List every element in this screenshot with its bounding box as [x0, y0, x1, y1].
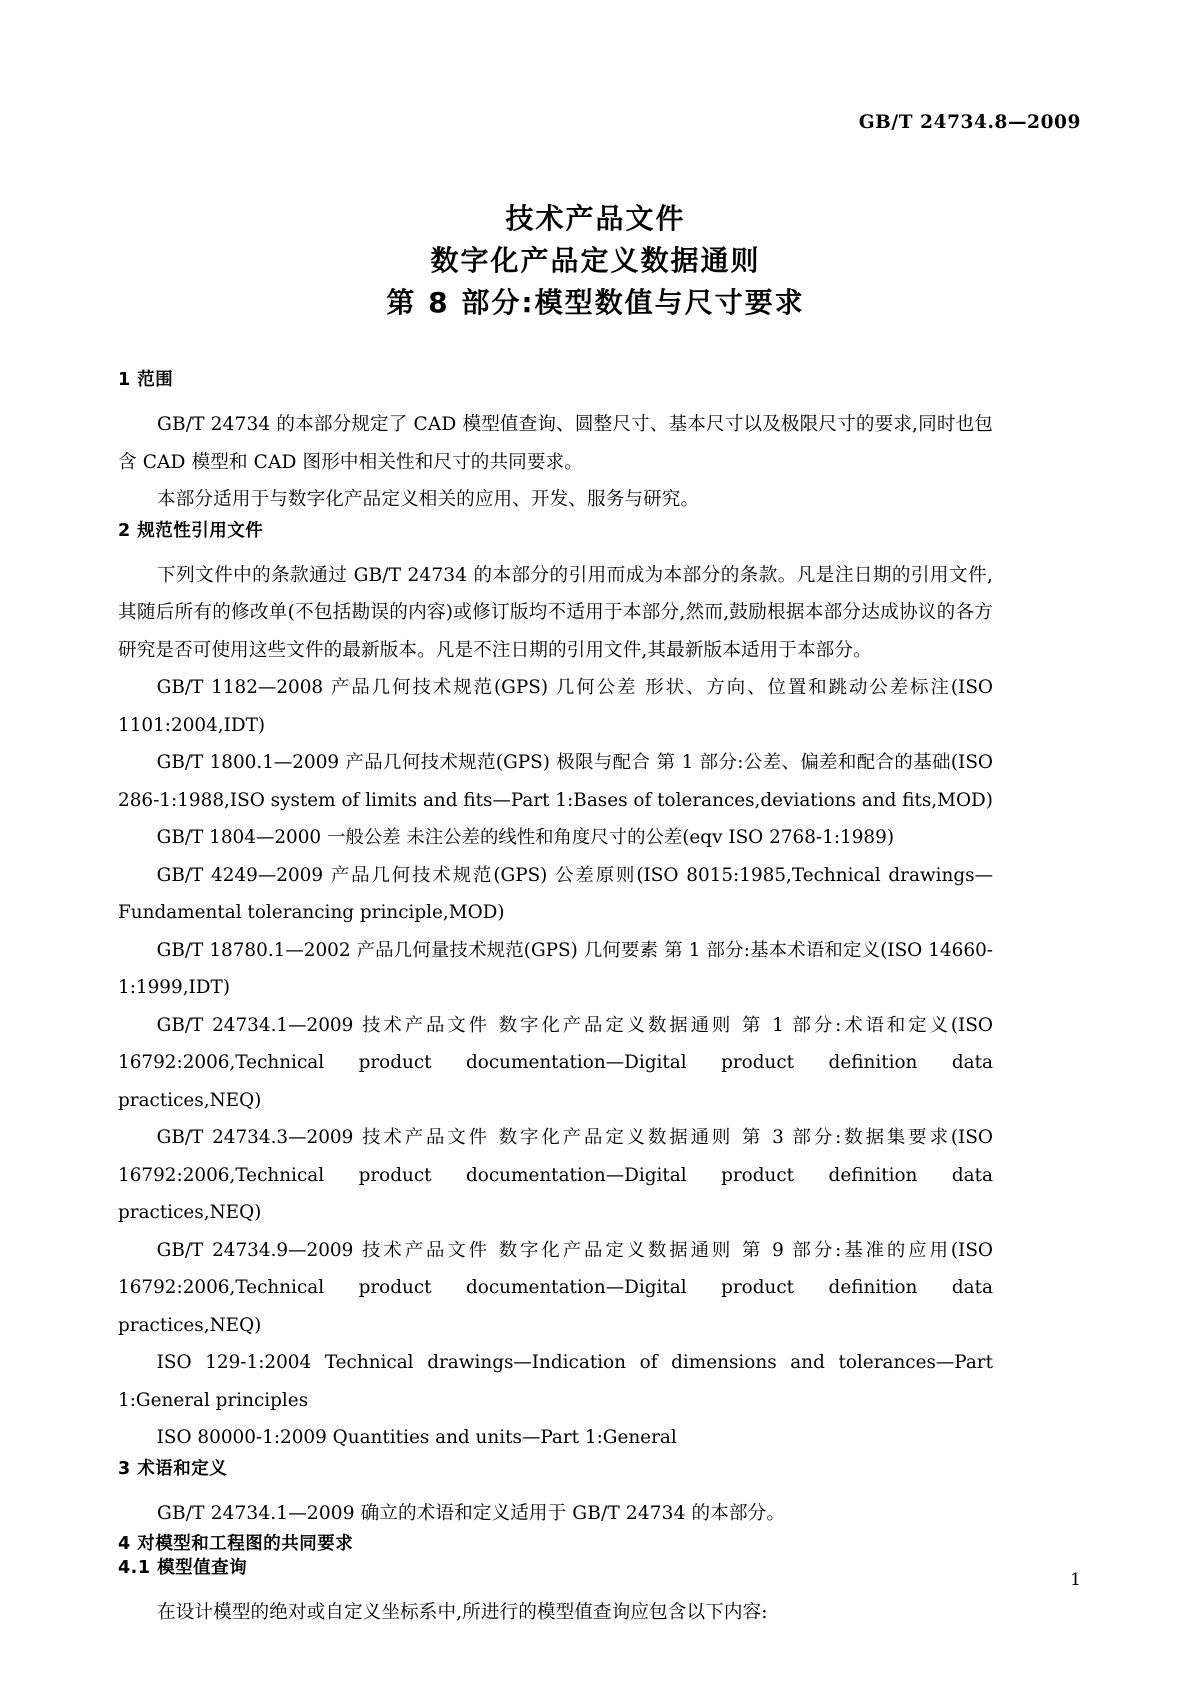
document-body [118, 368, 993, 1632]
title-line-3: 第 8 部分:模型数值与尺寸要求 [386, 286, 805, 319]
title-line-2: 数字化产品定义数据通则 [430, 244, 761, 277]
reference-entry: GB/T 24734.9—2009 技术产品文件 数字化产品定义数据通则 第 9 部分:基准的应用(ISO 16792:2006,Technical product documentation—Digital product definition data practices,NEQ) [118, 1239, 993, 1336]
reference-entry: GB/T 24734.1—2009 技术产品文件 数字化产品定义数据通则 第 1 部分:术语和定义(ISO 16792:2006,Technical product documentation—Digital product definition data practices,NEQ) [118, 1014, 993, 1111]
reference-entry: GB/T 18780.1—2002 产品几何量技术规范(GPS) 几何要素 第 1 部分:基本术语和定义(ISO 14660-1:1999,IDT) [118, 939, 993, 998]
reference-entry: GB/T 1804—2000 一般公差 未注公差的线性和角度尺寸的公差(eqv ISO 2768-1:1989) [156, 827, 894, 848]
section-heading-3: 3 术语和定义 [118, 1458, 228, 1479]
title-block [110, 198, 1081, 324]
section-heading-4: 4 对模型和工程图的共同要求 [118, 1534, 354, 1554]
reference-entry: GB/T 1800.1—2009 产品几何技术规范(GPS) 极限与配合 第 1 部分:公差、偏差和配合的基础(ISO 286-1:1988,ISO system of limits and fits—Part 1:Bases of tolerances,deviations and fits,MOD) [118, 752, 993, 811]
reference-entry: GB/T 1182—2008 产品几何技术规范(GPS) 几何公差 形状、方向、位置和跳动公差标注(ISO 1101:2004,IDT) [118, 677, 993, 736]
reference-entry: ISO 80000-1:2009 Quantities and units—Part 1:General [156, 1427, 677, 1448]
section-1-paragraph-1: GB/T 24734 的本部分规定了 CAD 模型值查询、圆整尺寸、基本尺寸以及极限尺寸的要求,同时也包含 CAD 模型和 CAD 图形中相关性和尺寸的共同要求。 [118, 414, 993, 473]
title-line-1: 技术产品文件 [505, 202, 686, 235]
reference-entry: GB/T 4249—2009 产品几何技术规范(GPS) 公差原则(ISO 8015:1985,Technical drawings—Fundamental tolerancing principle,MOD) [118, 864, 993, 923]
reference-entry: GB/T 24734.3—2009 技术产品文件 数字化产品定义数据通则 第 3 部分:数据集要求(ISO 16792:2006,Technical product documentation—Digital product definition data practices,NEQ) [118, 1127, 993, 1223]
running-header-standard-number: GB/T 24734.8—2009 [858, 112, 1081, 133]
section-1-paragraph-2: 本部分适用于与数字化产品定义相关的应用、开发、服务与研究。 [157, 489, 700, 510]
reference-entry: ISO 129-1:2004 Technical drawings—Indication of dimensions and tolerances—Part 1:General principles [118, 1352, 993, 1411]
section-2-paragraph-1: 下列文件中的条款通过 GB/T 24734 的本部分的引用而成为本部分的条款。凡是注日期的引用文件,其随后所有的修改单(不包括勘误的内容)或修订版均不适用于本部分,然而,鼓励根据本部分达成协议的各方研究是否可使用这些文件的最新版本。凡是不注日期的引用文件,其最新版本适用于本部分。 [118, 564, 993, 661]
section-heading-4-1: 4.1 模型值查询 [118, 1558, 248, 1578]
section-4-1-paragraph-1: 在设计模型的绝对或自定义坐标系中,所进行的模型值查询应包含以下内容: [157, 1602, 768, 1623]
section-3-paragraph-1: GB/T 24734.1—2009 确立的术语和定义适用于 GB/T 24734 的本部分。 [157, 1502, 786, 1524]
section-heading-1: 1 范围 [118, 370, 174, 390]
page-number: 1 [1070, 1570, 1081, 1590]
section-heading-2: 2 规范性引用文件 [118, 520, 264, 541]
